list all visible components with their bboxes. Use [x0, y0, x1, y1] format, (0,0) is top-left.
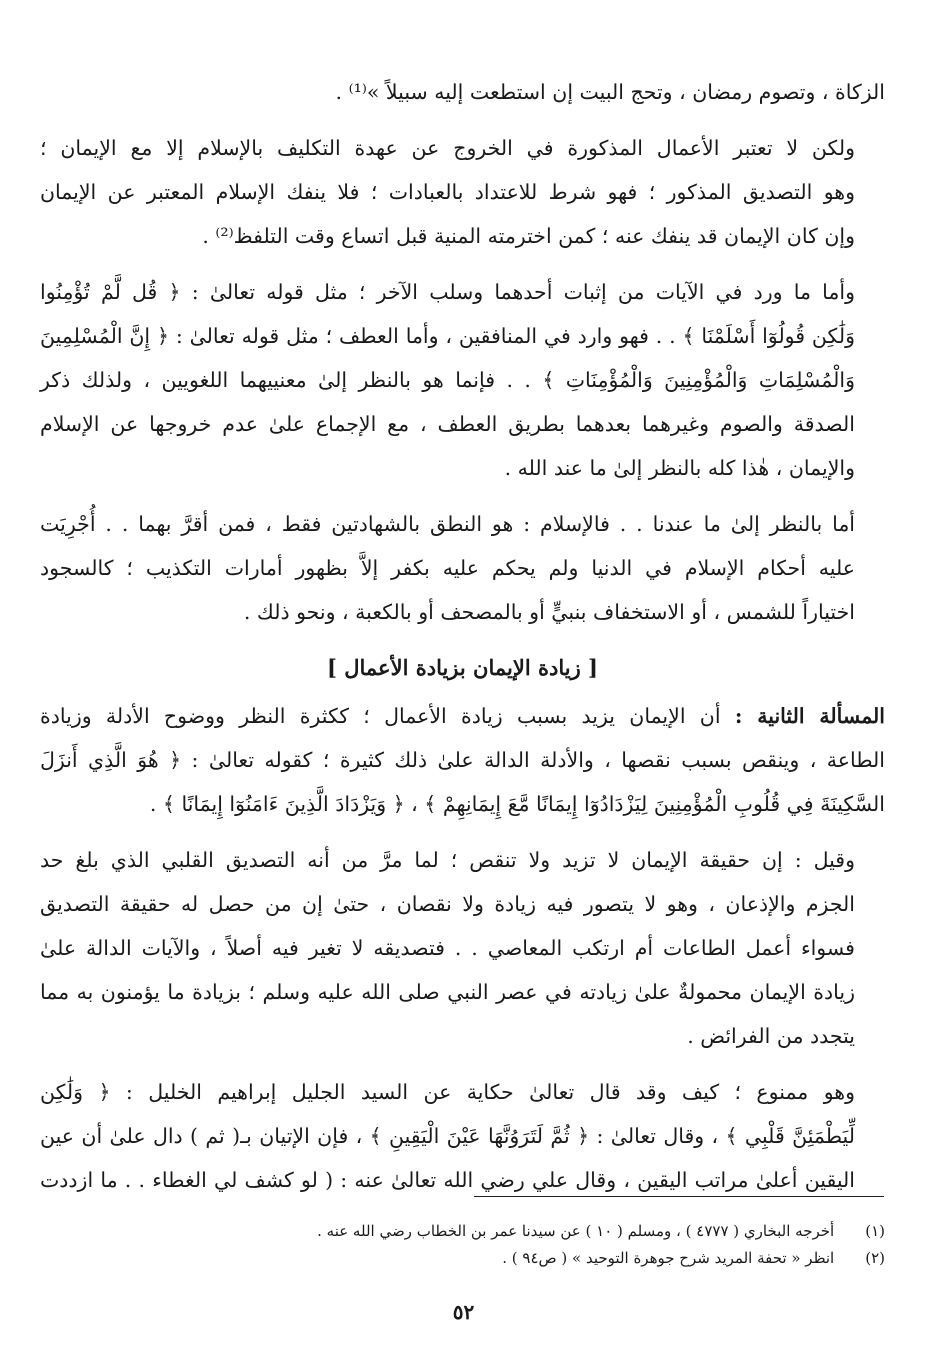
paragraph-1 — [40, 70, 885, 114]
text-line: وَلَٰكِن قُولُوٓا أَسْلَمْنَا ﴾ . . فهو وارد في المنافقين ، وأما العطف ؛ مثل قوله تعالىٰ : ﴿ إِنَّ الْمُسْلِمِينَ — [40, 324, 855, 348]
text-fragment: أن الإيمان يزيد بسبب زيادة الأعمال ؛ ككثرة النظر ووضوح الأدلة وزيادة — [40, 704, 721, 728]
bold-lead: المسألة الثانية : — [734, 704, 885, 728]
text-line: الزكاة ، وتصوم رمضان ، وتحج البيت إن استطعت إليه سبيلاً »⁽¹⁾ . — [335, 80, 885, 104]
footnote-1 — [40, 1218, 885, 1245]
text-line: يتجدد من الفرائض . — [687, 1024, 855, 1048]
text-line: الصدقة والصوم وغيرهما بعدهما بطريق العطف ، مع الإجماع علىٰ عدم خروجها عن الإسلام — [40, 412, 855, 436]
text-line: وقيل : إن حقيقة الإيمان لا تزيد ولا تنقص ؛ لما مرَّ من أنه التصديق القلبي الذي بلغ حد — [40, 848, 855, 872]
paragraph-6 — [40, 838, 885, 1058]
text-line: وإن كان الإيمان قد ينفك عنه ؛ كمن اخترمته المنية قبل اتساع وقت التلفظ⁽²⁾ . — [202, 224, 855, 248]
page-body — [40, 70, 885, 1214]
text-line: اليقين أعلىٰ مراتب اليقين ، وقال علي رضي الله تعالىٰ عنه : ( لو كشف لي الغطاء . . ما ازددت — [40, 1168, 855, 1192]
text-line: وأما ما ورد في الآيات من إثبات أحدهما وسلب الآخر ؛ مثل قوله تعالىٰ : ﴿ قُل لَّمْ تُؤْمِنُوا — [40, 280, 855, 304]
text-line: وَالْمُسْلِمَاتِ وَالْمُؤْمِنِينَ وَالْمُؤْمِنَاتِ ﴾ . . فإنما هو بالنظر إلىٰ معنييهما اللغويين ، ولذلك ذكر — [40, 368, 855, 392]
section-heading: [ زيادة الإيمان بزيادة الأعمال ] — [327, 655, 598, 680]
text-line: وهو ممنوع ؛ كيف وقد قال تعالىٰ حكاية عن السيد الجليل إبراهيم الخليل : ﴿ وَلَٰكِن — [40, 1080, 855, 1104]
text-line: أما بالنظر إلىٰ ما عندنا . . فالإسلام : هو النطق بالشهادتين فقط ، فمن أقرَّ بهما . . أُجْرِيَت — [40, 512, 855, 536]
footnote-divider — [474, 1196, 884, 1197]
text-line — [40, 694, 885, 738]
footnote-text: أخرجه البخاري ( ٤٧٧٧ ) ، ومسلم ( ١٠ ) عن سيدنا عمر بن الخطاب رضي الله عنه . — [317, 1222, 835, 1240]
text-line: والإيمان ، هٰذا كله بالنظر إلىٰ ما عند الله . — [504, 456, 855, 480]
page-number: ٥٢ — [452, 1300, 475, 1324]
text-line: الجزم والإذعان ، وهو لا يتصور فيه زيادة ولا نقصان ، حتىٰ إن من حصل له حقيقة التصديق — [40, 892, 855, 916]
paragraph-2 — [40, 126, 885, 258]
text-line: عليه أحكام الإسلام في الدنيا ولم يحكم عليه بكفر إلاَّ بظهور أمارات التكذيب ؛ كالسجود — [40, 556, 855, 580]
text-line: فسواء أعمل الطاعات أم ارتكب المعاصي . . فتصديقه لا تغير فيه أصلاً ، والآيات الدالة علىٰ — [40, 936, 855, 960]
text-line: وهو التصديق المذكور ؛ فهو شرط للاعتداد بالعبادات ؛ فلا ينفك الإسلام المعتبر عن الإيمان — [40, 180, 855, 204]
paragraph-3 — [40, 270, 885, 490]
paragraph-4 — [40, 502, 885, 634]
footnote-2 — [40, 1245, 885, 1272]
text-line: ولكن لا تعتبر الأعمال المذكورة في الخروج عن عهدة التكليف بالإسلام إلا مع الإيمان ؛ — [40, 136, 855, 160]
footnote-text: انظر « تحفة المريد شرح جوهرة التوحيد » ( ص٩٤ ) . — [502, 1249, 835, 1267]
footnotes — [40, 1218, 885, 1272]
footnote-number: (١) — [865, 1222, 885, 1240]
text-line: لِّيَطْمَئِنَّ قَلْبِي ﴾ ، وقال تعالىٰ : ﴿ ثُمَّ لَتَرَوُنَّهَا عَيْنَ الْيَقِينِ ﴾ ، فإن الإتيان بـ( ثم ) دال علىٰ أن عين — [40, 1124, 855, 1148]
paragraph-5 — [40, 694, 885, 826]
text-line: زيادة الإيمان محمولةٌ علىٰ زيادته في عصر النبي صلى الله عليه وسلم ؛ بزيادة ما يؤمنون به مما — [40, 980, 855, 1004]
footnote-number: (٢) — [865, 1249, 885, 1267]
paragraph-7 — [40, 1070, 885, 1202]
text-line: السَّكِينَةَ فِي قُلُوبِ الْمُؤْمِنِينَ لِيَزْدَادُوٓا إِيمَانًا مَّعَ إِيمَانِهِمْ ﴾ ، ﴿ وَيَزْدَادَ الَّذِينَ ءَامَنُوٓا إِيمَانًا ﴾ . — [149, 792, 885, 816]
text-line: الطاعة ، وينقص بسبب نقصها ، والأدلة الدالة علىٰ ذلك كثيرة ؛ كقوله تعالىٰ : ﴿ هُوَ الَّذِي أَنزَلَ — [40, 748, 885, 772]
text-line: اختياراً للشمس ، أو الاستخفاف بنبيٍّ أو بالمصحف أو بالكعبة ، ونحو ذلك . — [243, 600, 855, 624]
